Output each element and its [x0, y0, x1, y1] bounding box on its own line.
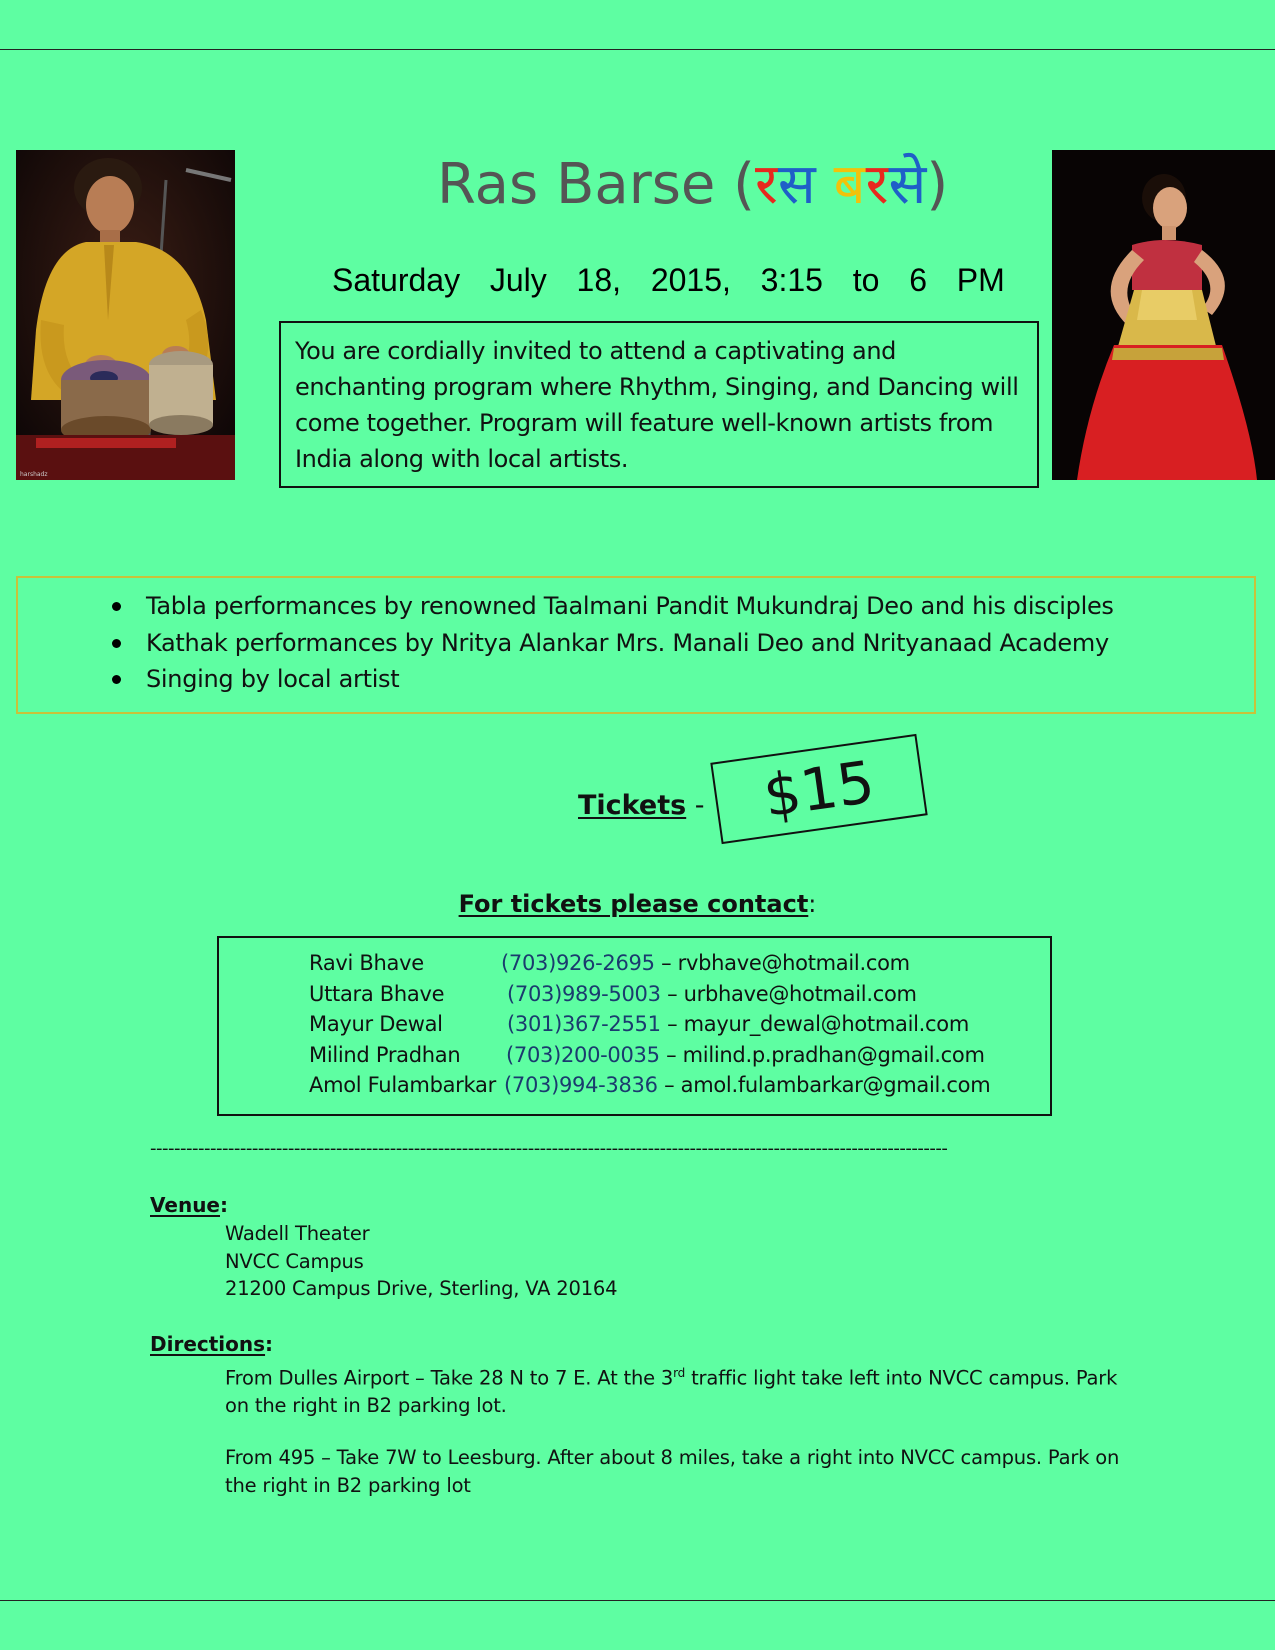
performance-item: Tabla performances by renowned Taalmani Pandit Mukundraj Deo and his disciples — [146, 588, 1254, 625]
performance-item: Singing by local artist — [146, 661, 1254, 698]
performances-box — [16, 576, 1256, 714]
contact-name: Ravi Bhave — [309, 951, 424, 975]
dashed-divider: ------------------------------------------------------------------------------------------------------------------------------------- — [150, 1138, 948, 1159]
ticket-price: $15 — [759, 747, 879, 831]
tickets-separator: - — [686, 790, 705, 821]
contact-email[interactable]: – milind.p.pradhan@gmail.com — [659, 1042, 985, 1067]
directions-heading-colon: : — [265, 1332, 274, 1356]
contact-phone[interactable]: (703)994-3836 — [504, 1073, 658, 1097]
venue-heading — [150, 1193, 228, 1217]
contact-details — [506, 1043, 985, 1067]
title-close-paren: ) — [926, 152, 949, 217]
title-hindi-glyph-2: स — [777, 152, 816, 217]
svg-text:harshadz: harshadz — [20, 471, 48, 478]
venue-heading-text: Venue — [150, 1193, 220, 1217]
contact-box — [217, 936, 1052, 1116]
title-hindi — [755, 152, 926, 217]
venue-address — [225, 1220, 617, 1303]
directions-from-dulles — [225, 1360, 1125, 1420]
title-hindi-glyph-5: से — [888, 152, 927, 217]
title-hindi-glyph-3: ब — [815, 152, 866, 217]
contact-details — [507, 1012, 969, 1036]
venue-heading-colon: : — [220, 1193, 228, 1217]
kathak-dancer-photo — [1052, 150, 1275, 480]
contact-name: Amol Fulambarkar — [309, 1073, 496, 1097]
contact-row — [219, 1043, 1050, 1074]
contact-phone[interactable]: (703)989-5003 — [507, 981, 661, 1006]
tabla-player-photo — [16, 150, 235, 480]
contact-name: Milind Pradhan — [309, 1042, 461, 1067]
contact-details — [501, 951, 910, 975]
contact-heading-text: For tickets please contact — [458, 890, 809, 918]
top-rule — [0, 49, 1275, 50]
contact-phone[interactable]: (703)926-2695 — [501, 951, 655, 975]
contact-details — [504, 1073, 990, 1097]
contact-heading-colon: : — [808, 890, 817, 918]
performances-list — [18, 588, 1254, 698]
venue-campus: NVCC Campus — [225, 1249, 364, 1273]
contact-phone[interactable]: (301)367-2551 — [507, 1012, 661, 1036]
contact-email[interactable]: – mayur_dewal@hotmail.com — [660, 1012, 969, 1036]
contact-phone[interactable]: (703)200-0035 — [506, 1042, 660, 1067]
directions-heading — [150, 1332, 273, 1356]
directions-heading-text: Directions — [150, 1332, 266, 1356]
contact-email[interactable]: – rvbhave@hotmail.com — [654, 951, 910, 975]
title-latin: Ras Barse ( — [437, 152, 756, 217]
tickets-label — [578, 790, 705, 821]
ticket-price-box — [710, 734, 927, 844]
title-hindi-glyph-4: र — [865, 152, 889, 217]
title-hindi-glyph-1: र — [755, 152, 778, 217]
contact-row — [219, 982, 1050, 1013]
event-title — [437, 140, 1037, 230]
contact-name: Uttara Bhave — [309, 981, 445, 1006]
performance-item: Kathak performances by Nritya Alankar Mrs. Manali Deo and Nrityanaad Academy — [146, 625, 1254, 662]
contact-name: Mayur Dewal — [309, 1012, 443, 1036]
contact-row — [219, 1012, 1050, 1043]
invitation-text-box — [279, 321, 1039, 488]
contact-email[interactable]: – amol.fulambarkar@gmail.com — [657, 1073, 991, 1097]
invitation-text: You are cordially invited to attend a captivating and enchanting program where Rhythm, Singing, and Dancing will come together. Program will feature well-known artists from India along with local artists. — [295, 337, 1019, 473]
venue-name: Wadell Theater — [225, 1222, 370, 1245]
contact-details — [507, 982, 917, 1006]
directions-from-dulles-text-end: traffic light take left into NVCC campus. Park on the right in B2 parking lot. — [225, 1366, 1118, 1417]
ordinal-suffix: rd — [673, 1366, 686, 1380]
bottom-rule — [0, 1600, 1275, 1601]
tickets-label-text: Tickets — [578, 790, 687, 821]
venue-street: 21200 Campus Drive, Sterling, VA 20164 — [225, 1277, 618, 1300]
directions-from-dulles-text: From Dulles Airport – Take 28 N to 7 E. At the 3 — [225, 1366, 674, 1390]
contact-row — [219, 1073, 1050, 1104]
contact-email[interactable]: – urbhave@hotmail.com — [660, 981, 917, 1006]
directions-from-495: From 495 – Take 7W to Leesburg. After about 8 miles, take a right into NVCC campus. Park on the right in B2 parking lot — [225, 1446, 1120, 1497]
contact-row — [219, 951, 1050, 982]
contact-heading — [0, 890, 1275, 918]
event-date: Saturday July 18, 2015, 3:15 to 6 PM — [332, 262, 1005, 298]
